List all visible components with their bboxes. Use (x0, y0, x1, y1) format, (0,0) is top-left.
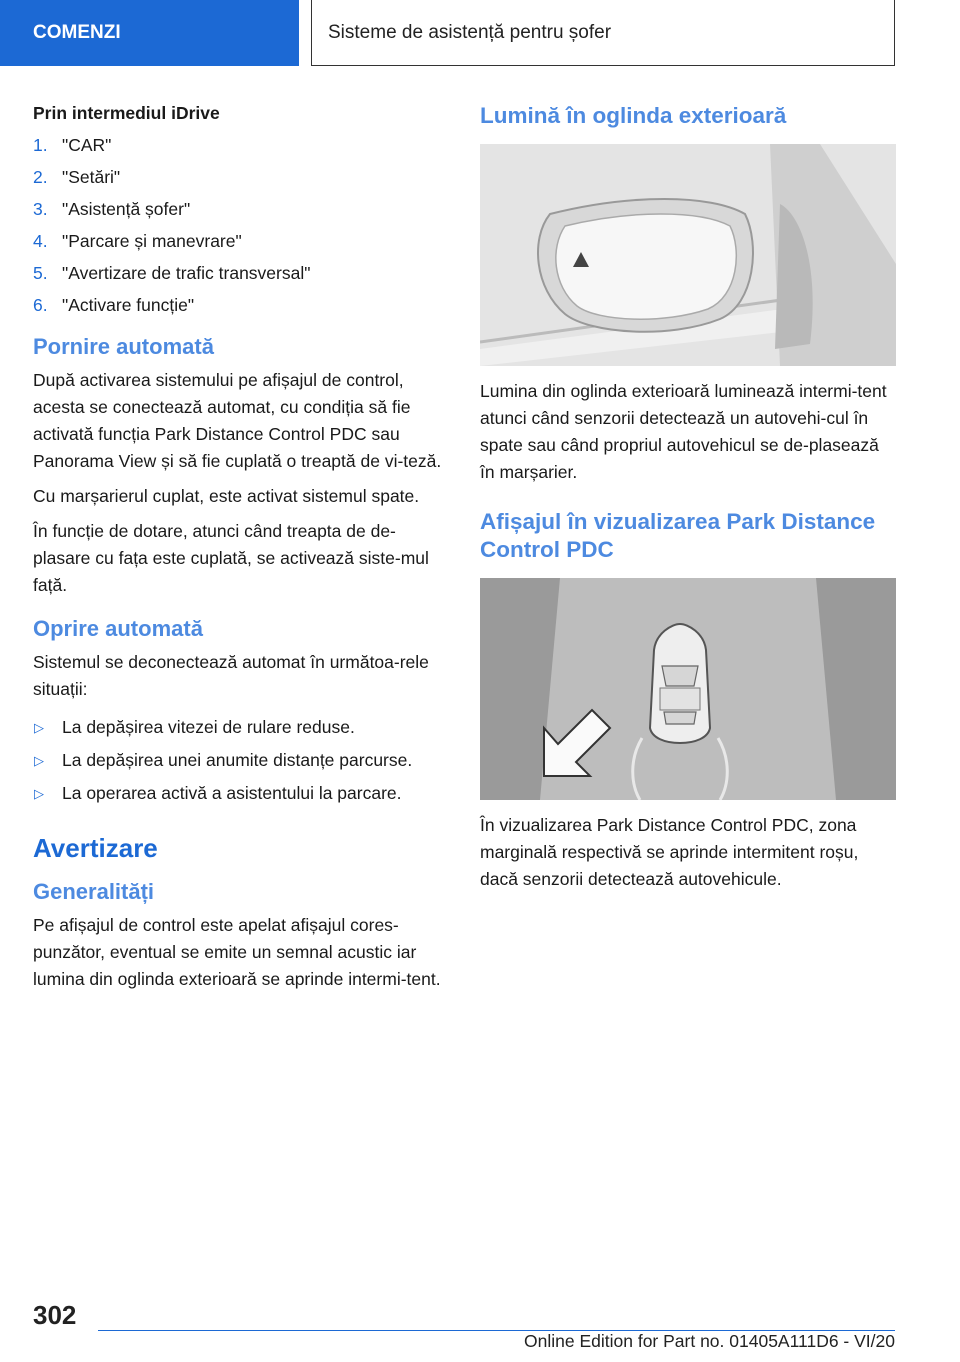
list-item: 1. "CAR" (33, 135, 112, 155)
left-column (33, 100, 451, 1001)
page-number: 302 (33, 1300, 77, 1330)
paragraph: După activarea sistemului pe afișajul de control, acesta se conectează automat, cu condiția să fie activată funcția Park Distance Control PDC sau Panorama View și să fie cuplată o treaptă de vi-teză. (33, 370, 442, 471)
section-tab[interactable]: COMENZI (0, 0, 299, 66)
paragraph: Cu marșarierul cuplat, este activat sistemul spate. (33, 486, 420, 506)
paragraph: Lumina din oglinda exterioară luminează intermi-tent atunci când senzorii detectează un autovehi-cul în spate sau când propriul autovehicul se de-plasează în marșarier. (480, 381, 887, 482)
idrive-steps (33, 129, 451, 321)
oprire-list (33, 711, 451, 810)
heading-lumina: Lumină în oglinda exterioară (480, 103, 787, 128)
triangle-bullet-icon: ▷ (34, 753, 44, 768)
paragraph: În vizualizarea Park Distance Control PDC, zona marginală respectivă se aprinde intermitent roșu, dacă senzorii detectează autovehicule. (480, 815, 859, 889)
chapter-title: Sisteme de asistență pentru șofer (311, 0, 895, 66)
paragraph: În funcție de dotare, atunci când treapta de de-plasare cu fața este cuplată, se activează siste-mul față. (33, 521, 429, 595)
paragraph: Pe afișajul de control este apelat afișajul cores-punzător, eventual se emite un semnal acustic iar lumina din oglinda exterioară se aprinde intermi-tent. (33, 915, 441, 989)
pdc-view-figure (480, 578, 896, 800)
list-item: 3. "Asistență șofer" (33, 199, 191, 219)
list-item: 4. "Parcare și manevrare" (33, 231, 242, 251)
list-item: ▷ La depășirea unei anumite distanțe parcurse. (33, 744, 451, 777)
edition-text: Online Edition for Part no. 01405A111D6 - VI/20 (524, 1331, 895, 1351)
list-item: 6. "Activare funcție" (33, 295, 195, 315)
list-item: ▷ La operarea activă a asistentului la parcare. (33, 777, 451, 810)
right-column (480, 100, 896, 901)
triangle-bullet-icon: ▷ (34, 786, 44, 801)
list-item: 5. "Avertizare de trafic transversal" (33, 263, 311, 283)
heading-avertizare: Avertizare (33, 833, 158, 863)
mirror-light-figure (480, 144, 896, 366)
heading-pornire: Pornire automată (33, 334, 214, 359)
heading-afisaj: Afișajul în vizualizarea Park Distance Control PDC (480, 509, 876, 562)
list-item: ▷ La depășirea vitezei de rulare reduse. (33, 711, 451, 744)
triangle-bullet-icon: ▷ (34, 720, 44, 735)
paragraph: Sistemul se deconectează automat în următoa-rele situații: (33, 652, 429, 699)
heading-generalitati: Generalități (33, 879, 155, 904)
heading-oprire: Oprire automată (33, 616, 203, 641)
list-item: 2. "Setări" (33, 167, 121, 187)
idrive-intro: Prin intermediul iDrive (33, 103, 220, 123)
